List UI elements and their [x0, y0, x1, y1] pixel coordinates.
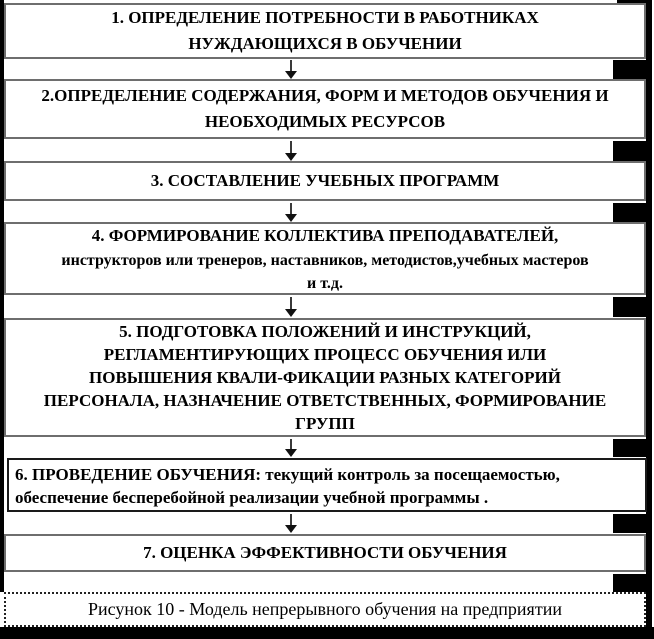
step-2-line-2: НЕОБХОДИМЫХ РЕСУРСОВ — [204, 112, 446, 131]
step-7-line-1: 7. ОЦЕНКА ЭФФЕКТИВНОСТИ ОБУЧЕНИЯ — [143, 543, 507, 562]
arrow-step6-to-step7 — [285, 514, 298, 533]
figure-caption-box — [4, 592, 646, 627]
flow-step-5-box — [4, 318, 646, 437]
step-5-line-3: ПОВЫШЕНИЯ КВАЛИ-ФИКАЦИИ РАЗНЫХ КАТЕГОРИЙ — [89, 368, 561, 387]
arrow-step2-to-step3 — [285, 141, 298, 161]
step-3-line-1: 3. СОСТАВЛЕНИЕ УЧЕБНЫХ ПРОГРАММ — [150, 171, 500, 190]
step-1-line-1: 1. ОПРЕДЕЛЕНИЕ ПОТРЕБНОСТИ В РАБОТНИКАХ — [111, 8, 539, 27]
step-6-text — [15, 463, 635, 509]
step-5-line-4: ПЕРСОНАЛА, НАЗНАЧЕНИЕ ОТВЕТСТВЕННЫХ, ФОРМИРОВАНИЕ — [43, 391, 607, 410]
flow-step-2-box — [4, 79, 646, 139]
step-5-line-2: РЕГЛАМЕНТИРУЮЩИХ ПРОЦЕСС ОБУЧЕНИЯ ИЛИ — [103, 345, 547, 364]
step-6-rest: текущий контроль за посещаемостью, обеспечение бесперебойной реализации учебной программы . — [15, 465, 560, 507]
arrow-step3-to-step4 — [285, 203, 298, 222]
gap-shadow-block-6 — [613, 514, 652, 533]
arrow-step5-to-step6 — [285, 439, 298, 457]
step-1-line-2: НУЖДАЮЩИХСЯ В ОБУЧЕНИИ — [188, 34, 462, 53]
step-4-line-3: и т.д. — [307, 274, 343, 292]
flow-step-3-box — [4, 161, 646, 201]
flow-step-1-box — [4, 3, 646, 59]
gap-shadow-block-4 — [613, 297, 652, 317]
right-frame-bar — [646, 0, 652, 639]
arrow-head-icon — [285, 71, 297, 79]
flow-step-7-box — [4, 534, 646, 572]
flow-step-4-box — [4, 222, 646, 295]
step-2-line-1: 2.ОПРЕДЕЛЕНИЕ СОДЕРЖАНИЯ, ФОРМ И МЕТОДОВ ОБУЧЕНИЯ И — [41, 86, 609, 105]
gap-shadow-block-7 — [613, 574, 652, 592]
step-5-line-1: 5. ПОДГОТОВКА ПОЛОЖЕНИЙ И ИНСТРУКЦИЙ, — [119, 322, 531, 341]
arrow-head-icon — [285, 214, 297, 222]
arrow-head-icon — [285, 449, 297, 457]
step-4-line-1: 4. ФОРМИРОВАНИЕ КОЛЛЕКТИВА ПРЕПОДАВАТЕЛЕЙ, — [91, 225, 559, 245]
gap-shadow-block-1 — [613, 60, 652, 79]
step-4-line-2: инструкторов или тренеров, наставников, методистов,учебных мастеров — [61, 251, 589, 269]
arrow-head-icon — [285, 525, 297, 533]
gap-shadow-block-3 — [613, 203, 652, 222]
figure-caption: Рисунок 10 - Модель непрерывного обучения на предприятии — [88, 599, 562, 619]
arrow-head-icon — [285, 309, 297, 317]
gap-shadow-block-5 — [613, 439, 652, 457]
flow-step-6-box — [7, 458, 647, 512]
arrow-step1-to-step2 — [285, 60, 298, 79]
arrow-head-icon — [285, 153, 297, 161]
bottom-frame-bar — [0, 627, 654, 639]
step-6-lead: 6. ПРОВЕДЕНИЕ ОБУЧЕНИЯ: — [15, 465, 262, 484]
arrow-step4-to-step5 — [285, 297, 298, 317]
step-5-line-5: ГРУПП — [295, 414, 355, 433]
gap-shadow-block-2 — [613, 141, 652, 161]
